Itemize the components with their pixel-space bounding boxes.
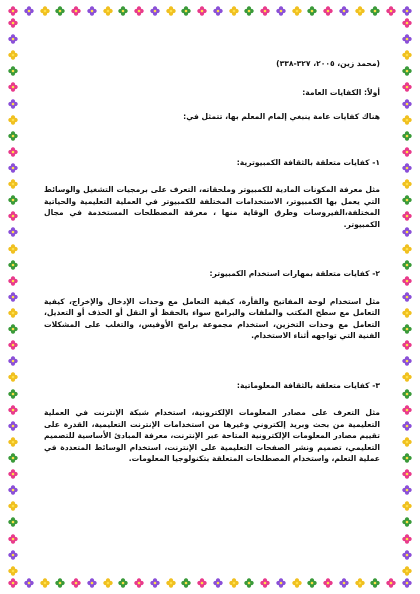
flower-icon: [134, 6, 144, 16]
flower-icon: [8, 82, 18, 92]
flower-icon: [8, 405, 18, 415]
section-body: مثل التعرف على مصادر المعلومات الإلكترونية، استخدام شبكة الإنترنت في العملية التعليمية من بحث وبريد إلكتروني وغيرها من استخدامات الإنترنت التعليمية، القدرة على تقييم مصادر المعلومات الإلكترونية المتاحة عبر الإنترنت، معرفة المبادئ الأساسية للتصميم التعليمي، تصميم ونشر الصفحات التعليمية على الإنترنت، استخدام الوسائط المتعددة في عملية التعلم، واستخدام المصطلحات المتعلقة بتكنولوجيا المعلومات.: [44, 408, 380, 463]
flower-icon: [8, 211, 18, 221]
page-border-bottom: [8, 576, 412, 590]
flower-icon: [402, 485, 412, 495]
flower-icon: [402, 324, 412, 334]
flower-icon: [402, 99, 412, 109]
flower-icon: [71, 578, 81, 588]
flower-icon: [103, 6, 113, 16]
flower-icon: [213, 6, 223, 16]
flower-icon: [339, 578, 349, 588]
flower-icon: [134, 578, 144, 588]
flower-icon: [402, 179, 412, 189]
flower-icon: [24, 578, 34, 588]
flower-icon: [8, 534, 18, 544]
flower-icon: [402, 227, 412, 237]
flower-icon: [8, 244, 18, 254]
page-border-left: [6, 18, 20, 576]
flower-icon: [213, 578, 223, 588]
flower-icon: [8, 356, 18, 366]
flower-icon: [8, 227, 18, 237]
flower-icon: [276, 578, 286, 588]
flower-icon: [8, 179, 18, 189]
flower-icon: [8, 66, 18, 76]
flower-icon: [8, 131, 18, 141]
flower-icon: [8, 115, 18, 125]
flower-icon: [197, 6, 207, 16]
flower-icon: [402, 534, 412, 544]
section-title: ٢- كفايات متعلقة بمهارات استخدام الكمبيوتر:: [209, 269, 380, 278]
flower-icon: [8, 517, 18, 527]
flower-icon: [260, 578, 270, 588]
citation: (محمد زين، ٢٠٠٥، ٣٢٧-٣٣٨): [276, 59, 380, 68]
flower-icon: [355, 578, 365, 588]
flower-icon: [40, 578, 50, 588]
flower-icon: [87, 6, 97, 16]
flower-icon: [402, 372, 412, 382]
flower-icon: [402, 195, 412, 205]
heading-general-competencies: أولاً: الكفايات العامة:: [302, 87, 380, 97]
flower-icon: [402, 405, 412, 415]
page-border-top: [8, 4, 412, 18]
intro-paragraph: هناك كفايات عامة ينبغي إلمام المعلم بها، تتمثل في:: [183, 112, 380, 121]
flower-icon: [229, 578, 239, 588]
flower-icon: [8, 163, 18, 173]
flower-icon: [402, 308, 412, 318]
flower-icon: [402, 517, 412, 527]
flower-icon: [402, 34, 412, 44]
document-page: [44, 58, 380, 564]
flower-icon: [8, 292, 18, 302]
flower-icon: [260, 6, 270, 16]
flower-icon: [181, 6, 191, 16]
flower-icon: [181, 578, 191, 588]
flower-icon: [8, 324, 18, 334]
flower-icon: [402, 66, 412, 76]
flower-icon: [402, 211, 412, 221]
flower-icon: [150, 578, 160, 588]
flower-icon: [402, 578, 412, 588]
flower-icon: [118, 578, 128, 588]
flower-icon: [402, 501, 412, 511]
flower-icon: [339, 6, 349, 16]
flower-icon: [8, 260, 18, 270]
flower-icon: [8, 421, 18, 431]
flower-icon: [8, 34, 18, 44]
flower-icon: [8, 550, 18, 560]
flower-icon: [370, 6, 380, 16]
section-title: ٣- كفايات متعلقة بالثقافة المعلوماتية:: [236, 380, 380, 390]
flower-icon: [402, 163, 412, 173]
flower-icon: [55, 578, 65, 588]
flower-icon: [8, 99, 18, 109]
flower-icon: [402, 389, 412, 399]
flower-icon: [292, 6, 302, 16]
flower-icon: [197, 578, 207, 588]
flower-icon: [276, 6, 286, 16]
flower-icon: [8, 372, 18, 382]
flower-icon: [307, 578, 317, 588]
flower-icon: [166, 578, 176, 588]
flower-icon: [402, 340, 412, 350]
flower-icon: [402, 147, 412, 157]
flower-icon: [402, 566, 412, 576]
flower-icon: [87, 578, 97, 588]
flower-icon: [402, 6, 412, 16]
flower-icon: [8, 340, 18, 350]
flower-icon: [71, 6, 81, 16]
flower-icon: [118, 6, 128, 16]
flower-icon: [150, 6, 160, 16]
flower-icon: [244, 578, 254, 588]
flower-icon: [402, 115, 412, 125]
flower-icon: [8, 437, 18, 447]
flower-icon: [323, 578, 333, 588]
flower-icon: [323, 6, 333, 16]
flower-icon: [402, 356, 412, 366]
flower-icon: [8, 6, 18, 16]
flower-icon: [8, 501, 18, 511]
flower-icon: [402, 244, 412, 254]
flower-icon: [402, 437, 412, 447]
flower-icon: [402, 18, 412, 28]
flower-icon: [8, 276, 18, 286]
section-title: ١- كفايات متعلقة بالثقافة الكمبيوترية:: [236, 157, 380, 167]
flower-icon: [386, 578, 396, 588]
section-body: مثل معرفة المكونات المادية للكمبيوتر وملحقاته، التعرف على برمجيات التشغيل والوسائط التي يعمل بها الكمبيوتر، الاستخدامات المختلفة للكمبيوتر في العملية التعليمية والحياتية المختلفة،الفيروسات وطرق الوقاية منها ، معرفة المصطلحات المستخدمة في مجال الكمبيوتر.: [44, 185, 380, 229]
flower-icon: [24, 6, 34, 16]
flower-icon: [386, 6, 396, 16]
flower-icon: [355, 6, 365, 16]
flower-icon: [8, 469, 18, 479]
flower-icon: [402, 131, 412, 141]
flower-icon: [8, 308, 18, 318]
section-body: مثل استخدام لوحة المفاتيح والفأرة، كيفية التعامل مع وحدات الإدخال والإخراج، كيفية التعامل مع سطح المكتب والملفات والبرامج سواء بالحفظ أو النقل أو الحذف أو التعديل، التعامل مع وحدات التخزين، استخدام مجموعة برامج الأوفيس، والتغلب على المشكلات الفنية التي تواجهه أثناء الاستخدام.: [44, 296, 380, 340]
flower-icon: [307, 6, 317, 16]
flower-icon: [402, 50, 412, 60]
flower-icon: [8, 195, 18, 205]
flower-icon: [402, 550, 412, 560]
flower-icon: [8, 18, 18, 28]
flower-icon: [8, 389, 18, 399]
flower-icon: [402, 260, 412, 270]
flower-icon: [244, 6, 254, 16]
flower-icon: [8, 453, 18, 463]
flower-icon: [8, 566, 18, 576]
flower-icon: [402, 421, 412, 431]
flower-icon: [292, 578, 302, 588]
flower-icon: [103, 578, 113, 588]
flower-icon: [229, 6, 239, 16]
flower-icon: [402, 276, 412, 286]
flower-icon: [402, 82, 412, 92]
flower-icon: [402, 469, 412, 479]
flower-icon: [8, 485, 18, 495]
flower-icon: [8, 147, 18, 157]
flower-icon: [40, 6, 50, 16]
flower-icon: [166, 6, 176, 16]
flower-icon: [55, 6, 65, 16]
flower-icon: [402, 453, 412, 463]
flower-icon: [8, 50, 18, 60]
flower-icon: [370, 578, 380, 588]
flower-icon: [8, 578, 18, 588]
flower-icon: [402, 292, 412, 302]
page-border-right: [400, 18, 414, 576]
